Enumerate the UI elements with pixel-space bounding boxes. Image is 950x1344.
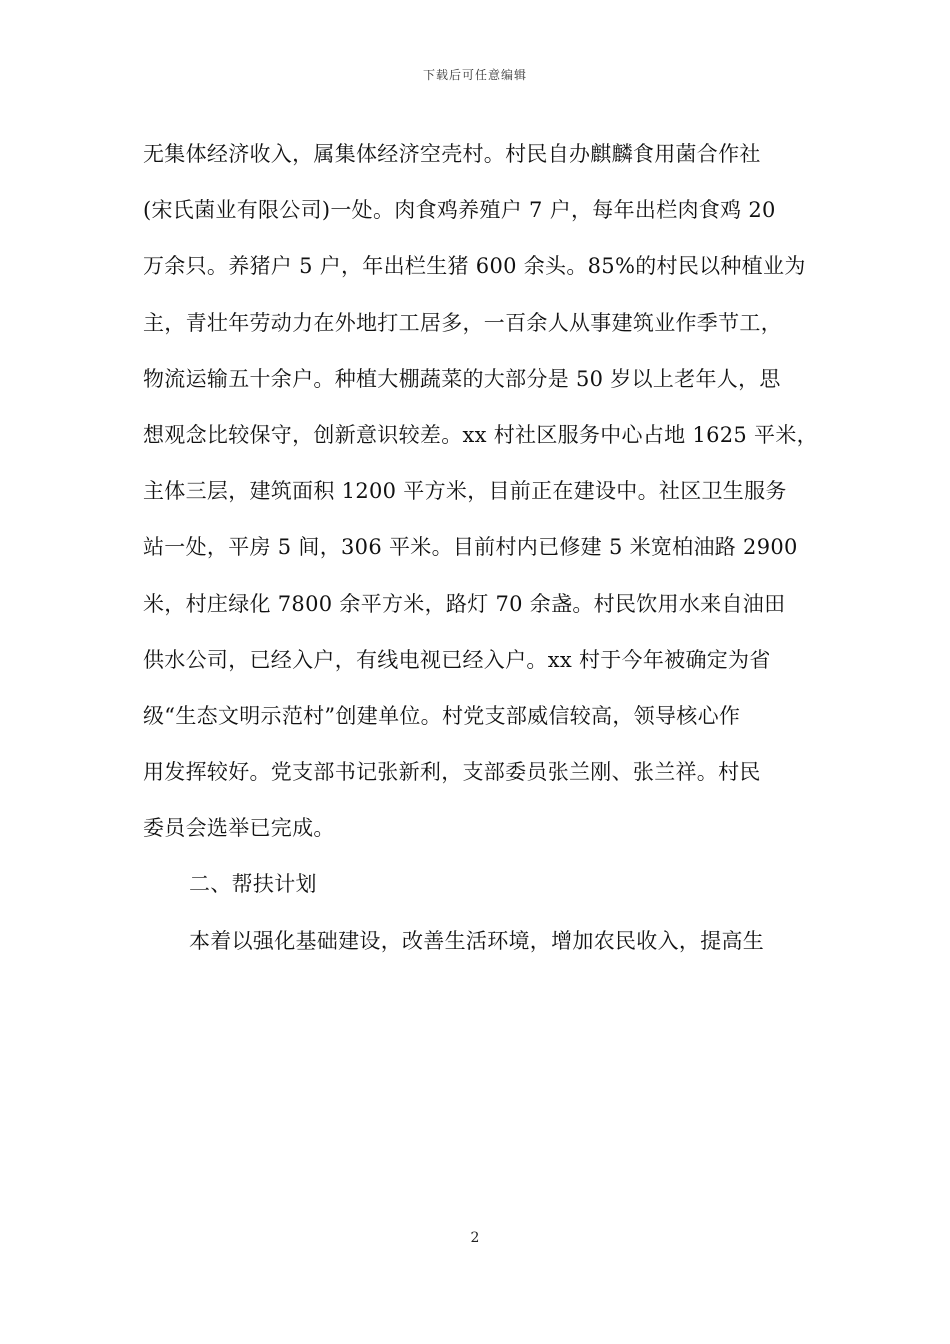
section-heading: 二、帮扶计划 xyxy=(189,872,317,897)
paragraph-first-line: 本着以强化基础建设，改善生活环境，增加农民收入，提高生 xyxy=(189,928,765,953)
text-line: 委员会选举已完成。 xyxy=(143,816,335,841)
body-text xyxy=(143,136,818,979)
header-note: 下载后可任意编辑 xyxy=(422,68,527,82)
text-line: 万余只。养猪户 5 户，年出栏生猪 600 余头。85%的村民以种植业为 xyxy=(143,254,806,279)
text-line: 主体三层，建筑面积 1200 平方米，目前正在建设中。社区卫生服务 xyxy=(143,479,787,504)
text-line: 用发挥较好。党支部书记张新利，支部委员张兰刚、张兰祥。村民 xyxy=(143,760,761,785)
text-line: 主，青壮年劳动力在外地打工居多，一百余人从事建筑业作季节工， xyxy=(143,310,782,335)
text-line: 站一处，平房 5 间，306 平米。目前村内已修建 5 米宽柏油路 2900 xyxy=(143,535,798,560)
page-number: 2 xyxy=(470,1230,480,1246)
text-line: 级“生态文明示范村”创建单位。村党支部威信较高，领导核心作 xyxy=(143,703,741,728)
text-line: 供水公司，已经入户，有线电视已经入户。xx 村于今年被确定为省 xyxy=(143,647,771,672)
text-line: 物流运输五十余户。种植大棚蔬菜的大部分是 50 岁以上老年人，思 xyxy=(143,366,781,391)
text-line: 米，村庄绿化 7800 余平方米，路灯 70 余盏。村民饮用水来自油田 xyxy=(143,591,786,616)
text-line: 想观念比较保守，创新意识较差。xx 村社区服务中心占地 1625 平米， xyxy=(143,422,818,447)
text-line: 无集体经济收入，属集体经济空壳村。村民自办麒麟食用菌合作社 xyxy=(143,142,761,166)
text-line: (宋氏菌业有限公司)一处。肉食鸡养殖户 7 户，每年出栏肉食鸡 20 xyxy=(143,198,776,223)
